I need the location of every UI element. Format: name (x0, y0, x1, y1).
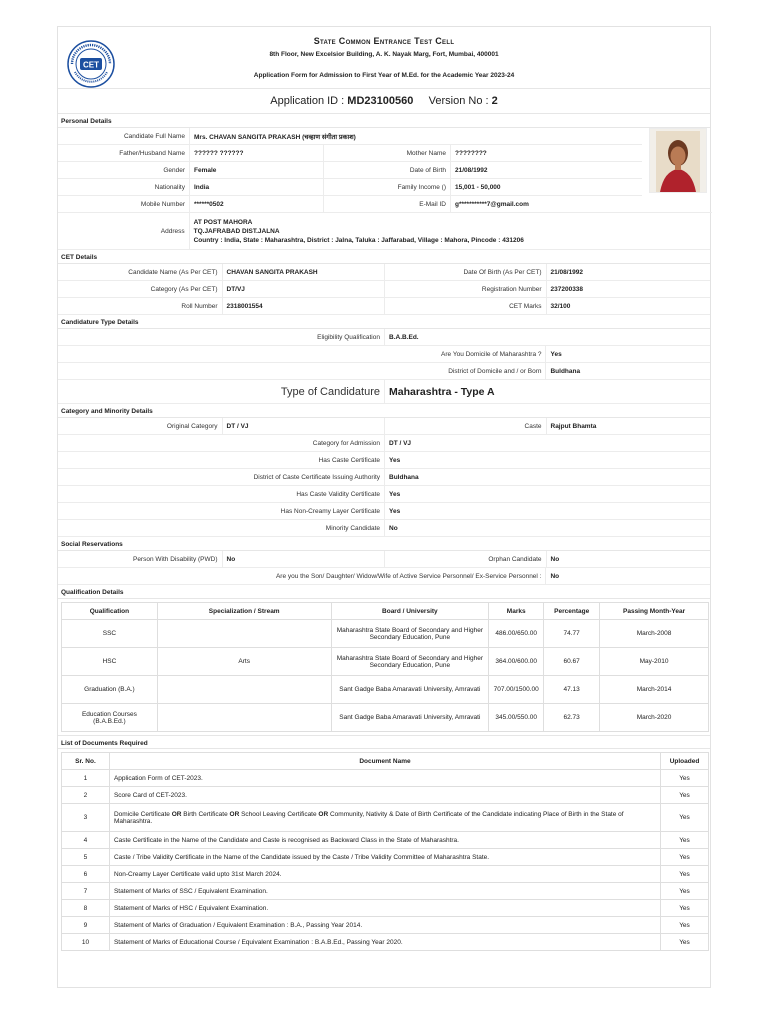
original-category-value: DT / VJ (223, 418, 386, 434)
orphan-value: No (550, 555, 560, 563)
document-name-cell: Caste / Tribe Validity Certificate in the Name of the Candidate issued by the Caste / Tribe Validity Committee of Maharashtra State. (109, 849, 660, 866)
form-header (58, 27, 710, 89)
nationality-label: Nationality (58, 179, 190, 195)
cet-name-value: CHAVAN SANGITA PRAKASH (223, 264, 386, 280)
row-domicile-district (58, 363, 710, 380)
cet-roll-value: 2318001554 (223, 298, 386, 314)
sr-no-cell: 9 (62, 917, 110, 934)
table-row (62, 770, 709, 787)
specialization-cell: Arts (157, 648, 331, 676)
col-marks: Marks (489, 603, 544, 620)
header-address: 8th Floor, New Excelsior Building, A. K. Nayak Marg, Fort, Mumbai, 400001 (269, 51, 499, 58)
minority-label: Minority Candidate (58, 520, 385, 536)
sr-no-cell: 7 (62, 883, 110, 900)
uploaded-cell: Yes (661, 849, 709, 866)
cet-name-label: Candidate Name (As Per CET) (58, 264, 223, 280)
qualification-header-row (62, 603, 709, 620)
uploaded-cell: Yes (661, 770, 709, 787)
percentage-cell: 74.77 (544, 620, 600, 648)
certificate-district-value: Buldhana (389, 473, 419, 481)
dob-value: 21/08/1992 (455, 166, 488, 174)
section-personal-details: Personal Details (58, 114, 710, 128)
uploaded-cell: Yes (661, 934, 709, 951)
document-name-cell: Score Card of CET-2023. (109, 787, 660, 804)
svg-text:CET: CET (83, 60, 99, 70)
domicile-value: Yes (550, 350, 562, 358)
address-line-1: AT POST MAHORA (193, 218, 253, 226)
eligibility-label: Eligibility Qualification (58, 329, 385, 345)
cet-roll-label: Roll Number (58, 298, 223, 314)
income-label: Family Income () (324, 179, 451, 195)
sr-no-cell: 3 (62, 804, 110, 832)
address-value (190, 213, 710, 249)
admission-category-value: DT / VJ (389, 439, 412, 447)
row-cet-category-reg (58, 281, 710, 298)
document-name-cell: Statement of Marks of Educational Course / Equivalent Examination : B.A.B.Ed., Passing Year 2020. (109, 934, 660, 951)
board-cell: Maharashtra State Board of Secondary and Higher Secondary Education, Pune (331, 648, 489, 676)
table-row (62, 866, 709, 883)
row-minority (58, 520, 710, 537)
row-validity-certificate (58, 486, 710, 503)
document-name-cell: Non-Creamy Layer Certificate valid upto 31st March 2024. (109, 866, 660, 883)
address-line-3: Country : India, State : Maharashtra, District : Jalna, Taluka : Jaffarabad, Village : Mahora, Pincode : 431206 (193, 236, 524, 244)
income-value: 15,001 - 50,000 (455, 183, 501, 191)
application-id-bar (58, 89, 710, 114)
uploaded-cell: Yes (661, 832, 709, 849)
row-candidature-type (58, 380, 710, 404)
full-name-label: Candidate Full Name (58, 128, 190, 144)
board-cell: Maharashtra State Board of Secondary and Higher Secondary Education, Pune (331, 620, 489, 648)
col-passing: Passing Month-Year (600, 603, 709, 620)
personal-details-block (58, 128, 710, 250)
candidature-type-label: Type of Candidature (58, 380, 385, 403)
section-cet-details: CET Details (58, 250, 710, 264)
qualification-cell: Graduation (B.A.) (62, 676, 158, 704)
row-domicile (58, 346, 710, 363)
section-social-reservations: Social Reservations (58, 537, 710, 551)
table-row (62, 883, 709, 900)
marks-cell: 345.00/550.00 (489, 704, 544, 732)
cet-dob-value: 21/08/1992 (550, 268, 584, 276)
table-row (62, 704, 709, 732)
board-cell: Sant Gadge Baba Amaravati University, Amravati (331, 676, 489, 704)
minority-value: No (389, 524, 398, 532)
document-name-text: Domicile Certificate OR Birth Certificate OR School Leaving Certificate OR Community, Nativity & Date of Birth Certificate of the Candidate indicating Place of Birth in the State of Maharashtra. (113, 810, 624, 825)
mother-name-value: ???????? (455, 149, 487, 157)
nationality-value: India (190, 179, 324, 195)
col-board: Board / University (331, 603, 489, 620)
email-value: g***********7@gmail.com (455, 200, 529, 208)
percentage-cell: 60.67 (544, 648, 600, 676)
row-eligibility (58, 329, 710, 346)
qualification-cell: Education Courses (B.A.B.Ed.) (62, 704, 158, 732)
col-specialization: Specialization / Stream (157, 603, 331, 620)
address-line-2: TQ.JAFRABAD DIST.JALNA (193, 227, 280, 235)
father-name-label: Father/Husband Name (58, 145, 190, 161)
sr-no-cell: 2 (62, 787, 110, 804)
specialization-cell (157, 620, 331, 648)
application-id-label: Application ID : (270, 95, 345, 107)
form-title: Application Form for Admission to First Year of M.Ed. for the Academic Year 2023-24 (253, 72, 515, 79)
noncreamy-certificate-label: Has Non-Creamy Layer Certificate (58, 503, 385, 519)
row-nationality-income (58, 179, 642, 196)
application-id-value: MD23100560 (347, 95, 414, 107)
sr-no-cell: 8 (62, 900, 110, 917)
document-name-cell: Application Form of CET-2023. (109, 770, 660, 787)
section-category-minority: Category and Minority Details (58, 404, 710, 418)
row-gender-dob (58, 162, 642, 179)
col-percentage: Percentage (544, 603, 600, 620)
col-sr-no: Sr. No. (62, 753, 110, 770)
table-row (62, 917, 709, 934)
row-original-category-caste (58, 418, 710, 435)
board-cell: Sant Gadge Baba Amaravati University, Amravati (331, 704, 489, 732)
qualification-table (61, 602, 709, 732)
row-admission-category (58, 435, 710, 452)
document-name-cell: Caste Certificate in the Name of the Candidate and Caste is recognised as Backward Class in the State of Maharashtra. (109, 832, 660, 849)
documents-header-row (62, 753, 709, 770)
table-row (62, 787, 709, 804)
sr-no-cell: 5 (62, 849, 110, 866)
qualification-cell: HSC (62, 648, 158, 676)
row-noncreamy-certificate (58, 503, 710, 520)
header-title: State Common Entrance Test Cell (313, 36, 455, 46)
caste-certificate-value: Yes (389, 456, 401, 464)
row-pwd-orphan (58, 551, 710, 568)
row-caste-certificate (58, 452, 710, 469)
certificate-district-label: District of Caste Certificate Issuing Authority (58, 469, 385, 485)
cet-dob-label: Date Of Birth (As Per CET) (385, 264, 547, 280)
section-candidature-type: Candidature Type Details (58, 315, 710, 329)
gender-label: Gender (58, 162, 190, 178)
address-label: Address (58, 213, 190, 249)
row-mobile-email (58, 196, 712, 213)
uploaded-cell: Yes (661, 804, 709, 832)
pwd-value: No (223, 551, 386, 567)
section-qualification-details: Qualification Details (58, 585, 710, 599)
application-form (57, 26, 711, 988)
cet-category-label: Category (As Per CET) (58, 281, 223, 297)
uploaded-cell: Yes (661, 787, 709, 804)
document-name-cell: Statement of Marks of SSC / Equivalent Examination. (109, 883, 660, 900)
uploaded-cell: Yes (661, 917, 709, 934)
row-parents (58, 145, 642, 162)
percentage-cell: 62.73 (544, 704, 600, 732)
percentage-cell: 47.13 (544, 676, 600, 704)
row-cet-name-dob (58, 264, 710, 281)
cet-marks-value: 32/100 (550, 302, 571, 310)
table-row (62, 849, 709, 866)
orphan-label: Orphan Candidate (385, 551, 547, 567)
marks-cell: 707.00/1500.00 (489, 676, 544, 704)
eligibility-value: B.A.B.Ed. (389, 333, 419, 341)
passing-cell: May-2010 (600, 648, 709, 676)
document-name-cell: Statement of Marks of Graduation / Equivalent Examination : B.A., Passing Year 2014. (109, 917, 660, 934)
sr-no-cell: 10 (62, 934, 110, 951)
caste-value: Rajput Bhamta (550, 422, 597, 430)
passing-cell: March-2008 (600, 620, 709, 648)
documents-table (61, 752, 709, 951)
table-row (62, 832, 709, 849)
specialization-cell (157, 704, 331, 732)
mother-name-label: Mother Name (324, 145, 451, 161)
cet-category-value: DT/VJ (223, 281, 386, 297)
uploaded-cell: Yes (661, 900, 709, 917)
email-label: E-Mail ID (324, 196, 451, 212)
candidate-photo (649, 128, 707, 193)
noncreamy-certificate-value: Yes (389, 507, 401, 515)
sr-no-cell: 1 (62, 770, 110, 787)
uploaded-cell: Yes (661, 866, 709, 883)
row-cet-roll-marks (58, 298, 710, 315)
marks-cell: 486.00/650.00 (489, 620, 544, 648)
passing-cell: March-2014 (600, 676, 709, 704)
table-row (62, 900, 709, 917)
father-name-value: ?????? ?????? (190, 145, 324, 161)
marks-cell: 364.00/600.00 (489, 648, 544, 676)
cet-marks-label: CET Marks (385, 298, 547, 314)
caste-label: Caste (385, 418, 547, 434)
mobile-value: ******0502 (190, 196, 324, 212)
admission-category-label: Category for Admission (58, 435, 385, 451)
passing-cell: March-2020 (600, 704, 709, 732)
uploaded-cell: Yes (661, 883, 709, 900)
sr-no-cell: 6 (62, 866, 110, 883)
domicile-district-label: District of Domicile and / or Born (58, 363, 546, 379)
candidate-photo-image (650, 129, 706, 192)
version-label: Version No : (428, 95, 489, 107)
row-certificate-district (58, 469, 710, 486)
caste-certificate-label: Has Caste Certificate (58, 452, 385, 468)
mobile-label: Mobile Number (58, 196, 190, 212)
specialization-cell (157, 676, 331, 704)
validity-certificate-value: Yes (389, 490, 401, 498)
full-name-value: Mrs. CHAVAN SANGITA PRAKASH (चव्हाण संगीता प्रकाश) (194, 133, 356, 141)
cet-cell-logo (66, 39, 116, 89)
original-category-label: Original Category (58, 418, 223, 434)
document-name-cell: Statement of Marks of HSC / Equivalent Examination. (109, 900, 660, 917)
document-name-cell (109, 804, 660, 832)
validity-certificate-label: Has Caste Validity Certificate (58, 486, 385, 502)
table-row (62, 648, 709, 676)
sr-no-cell: 4 (62, 832, 110, 849)
table-row (62, 620, 709, 648)
service-personnel-value: No (550, 572, 560, 580)
col-document-name: Document Name (109, 753, 660, 770)
col-qualification: Qualification (62, 603, 158, 620)
table-row (62, 676, 709, 704)
gender-value: Female (190, 162, 324, 178)
dob-label: Date of Birth (324, 162, 451, 178)
pwd-label: Person With Disability (PWD) (58, 551, 223, 567)
row-full-name (58, 128, 642, 145)
candidature-type-value: Maharashtra - Type A (389, 385, 495, 398)
service-personnel-label: Are you the Son/ Daughter/ Widow/Wife of Active Service Personnel/ Ex-Service Personnel : (58, 568, 546, 584)
row-address (58, 213, 710, 250)
row-service-personnel (58, 568, 710, 585)
cet-registration-value: 237200338 (550, 285, 584, 293)
col-uploaded: Uploaded (661, 753, 709, 770)
cet-registration-label: Registration Number (385, 281, 547, 297)
domicile-district-value: Buldhana (550, 367, 581, 375)
version-value: 2 (491, 95, 498, 107)
section-documents: List of Documents Required (58, 735, 710, 749)
table-row (62, 804, 709, 832)
table-row (62, 934, 709, 951)
qualification-cell: SSC (62, 620, 158, 648)
domicile-label: Are You Domicile of Maharashtra ? (58, 346, 546, 362)
